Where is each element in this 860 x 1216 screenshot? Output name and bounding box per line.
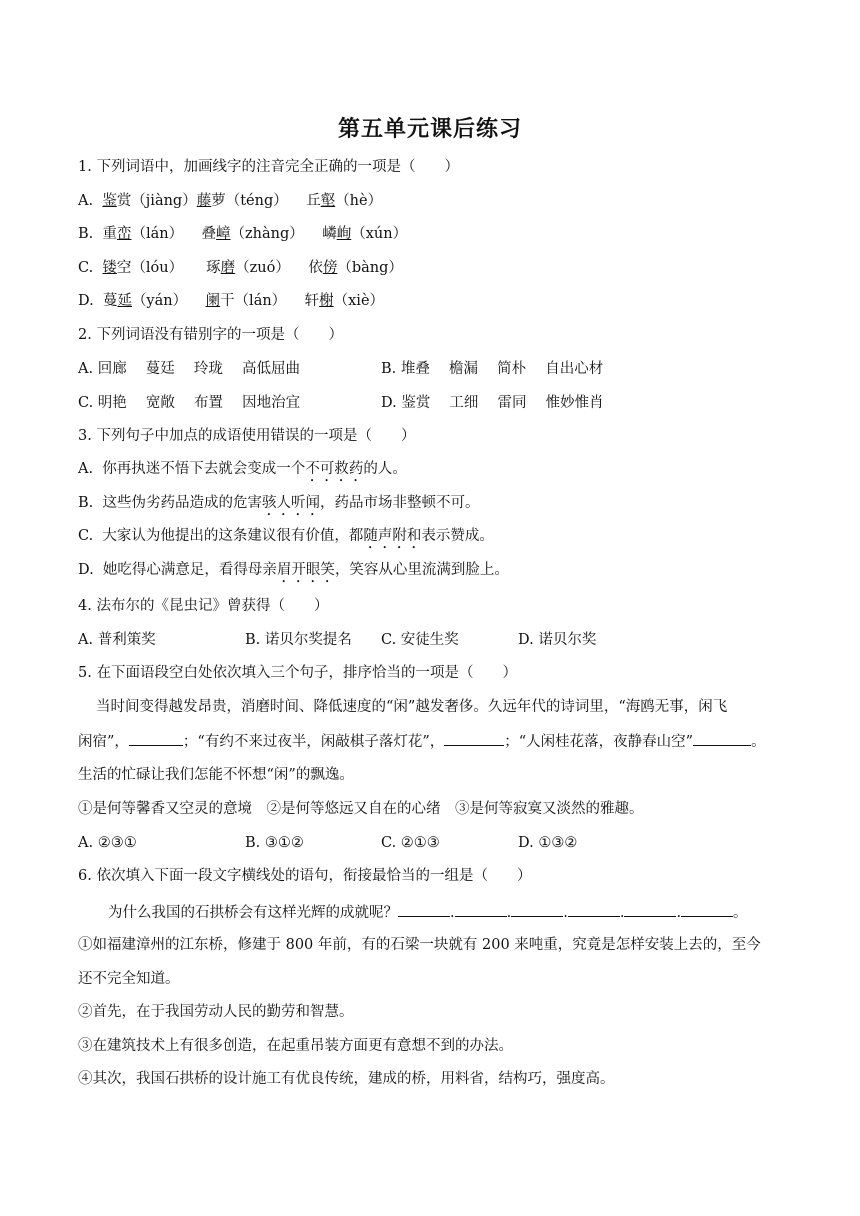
question-2-stem: 2. 下列词语没有错别字的一项是（ ）: [78, 327, 343, 343]
q4-option-c: C. 安徒生奖: [381, 632, 459, 648]
q5-option-b: B. ③①②: [245, 835, 304, 851]
q3-option-a: A. 你再执迷不悟下去就会变成一个不可救药的人。: [78, 461, 407, 477]
q1-option-b: B. 重峦（lán） 叠嶂（zhàng） 嶙峋（xún）: [78, 226, 408, 242]
q5-passage-line-1: 当时间变得越发昂贵，消磨时间、降低速度的“闲”越发奢侈。久远年代的诗词里，“海鸥无事，闲飞: [96, 699, 728, 715]
q2-option-b: B. 堆叠 檐漏 简朴 自出心材: [381, 361, 604, 377]
question-5-stem: 5. 在下面语段空白处依次填入三个句子，排序恰当的一项是（ ）: [78, 665, 517, 681]
q5-option-a: A. ②③①: [78, 835, 137, 851]
fill-blank: [129, 731, 183, 746]
q5-passage-line-3: 生活的忙碌让我们怎能不怀想“闲”的飘逸。: [78, 767, 354, 783]
q4-option-d: D. 诺贝尔奖: [518, 632, 597, 648]
q5-passage-line-2: 闲宿”， ；“有约不来过夜半，闲敲棋子落灯花”， ；“人闲桂花落，夜静春山空” 。: [78, 731, 766, 752]
q3-option-d: D. 她吃得心满意足，看得母亲眉开眼笑，笑容从心里流满到脸上。: [78, 562, 509, 578]
fill-blank: [398, 902, 450, 917]
q4-option-a: A. 普利策奖: [78, 632, 156, 648]
dotted-idiom: 骇人听闻: [261, 495, 320, 511]
fill-blank: [624, 902, 676, 917]
question-4-stem: 4. 法布尔的《昆虫记》曾获得（ ）: [78, 598, 329, 614]
q5-sentence-options: ①是何等馨香又空灵的意境 ②是何等悠远又自在的心绪 ③是何等寂寞又淡然的雅趣。: [78, 801, 644, 817]
q3-option-b: B. 这些伪劣药品造成的危害骇人听闻，药品市场非整顿不可。: [78, 495, 480, 511]
q2-option-a: A. 回廊 蔓廷 玲珑 高低屈曲: [78, 361, 301, 377]
q5-option-c: C. ②①③: [381, 835, 440, 851]
fill-blank: [568, 902, 620, 917]
fill-blank: [511, 902, 563, 917]
fill-blank: [444, 731, 504, 746]
q2-option-d: D. 鉴赏 工细 雷同 惟妙惟肖: [381, 395, 604, 411]
q1-option-c: C. 镂空（lóu） 琢磨（zuó） 依傍（bàng）: [78, 260, 403, 276]
dotted-idiom: 随声附和: [363, 528, 422, 544]
q3-option-c: C. 大家认为他提出的这条建议很有价值，都随声附和表示赞成。: [78, 528, 494, 544]
q6-passage-line: 为什么我国的石拱桥会有这样光辉的成就呢？ . . . . . 。: [108, 902, 748, 923]
dotted-idiom: 不可救药: [305, 461, 364, 477]
question-1-stem: 1. 下列词语中，加画线字的注音完全正确的一项是（ ）: [78, 159, 459, 175]
q1-option-d: D. 蔓延（yán） 阑干（lán） 轩榭（xiè）: [78, 293, 385, 309]
q6-sentence-2: ②首先，在于我国劳动人民的勤劳和智慧。: [78, 1004, 354, 1020]
q4-option-b: B. 诺贝尔奖提名: [245, 632, 352, 648]
q6-sentence-3: ③在建筑技术上有很多创造，在起重吊装方面更有意想不到的办法。: [78, 1038, 513, 1054]
q2-option-c: C. 明艳 宽敞 布置 因地治宜: [78, 395, 301, 411]
q6-sentence-1-line-2: 还不完全知道。: [78, 971, 180, 987]
question-3-stem: 3. 下列句子中加点的成语使用错误的一项是（ ）: [78, 428, 416, 444]
q1-option-a: A. 鉴赏（jiàng）藤萝（téng） 丘壑（hè）: [78, 193, 383, 209]
page-title: 第五单元课后练习: [337, 116, 522, 142]
fill-blank: [693, 731, 751, 746]
q6-sentence-4: ④其次，我国石拱桥的设计施工有优良传统，建成的桥，用料省，结构巧，强度高。: [78, 1071, 615, 1087]
q5-option-d: D. ①③②: [518, 835, 578, 851]
fill-blank: [455, 902, 507, 917]
question-6-stem: 6. 依次填入下面一段文字横线处的语句，衔接最恰当的一组是（ ）: [78, 868, 532, 884]
q6-sentence-1-line-1: ①如福建漳州的江东桥，修建于 800 年前，有的石梁一块就有 200 来吨重，究竟是怎样安装上去的，至今: [78, 937, 761, 953]
dotted-idiom: 眉开眼笑: [276, 562, 335, 578]
fill-blank: [681, 902, 733, 917]
